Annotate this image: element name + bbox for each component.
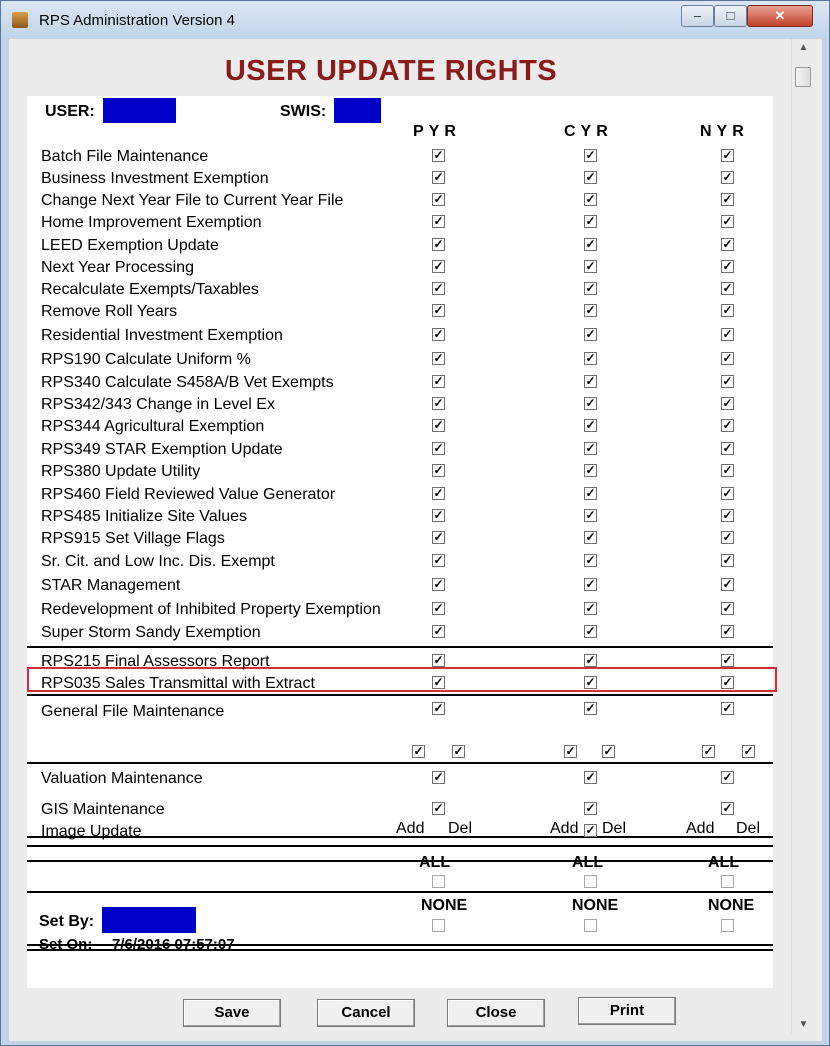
set-by-redaction [102, 907, 196, 933]
checkbox-all-pyr[interactable] [432, 875, 445, 888]
title-bar[interactable] [1, 1, 829, 39]
checkbox-nyr-home-improvement-exemption[interactable]: ✓ [722, 214, 733, 228]
checkbox-pyr-change-next-year-file-to-current-year-file[interactable]: ✓ [433, 192, 444, 206]
checkbox-del-cyr[interactable]: ✓ [603, 744, 614, 758]
rights-row-label: Batch File Maintenance [41, 148, 209, 165]
window-title: RPS Administration Version 4 [39, 12, 235, 29]
checkbox-nyr-general-file-maintenance[interactable]: ✓ [722, 701, 733, 715]
checkbox-cyr-rps915-set-village-flags[interactable]: ✓ [585, 530, 596, 544]
checkbox-nyr-rps915-set-village-flags[interactable]: ✓ [722, 530, 733, 544]
column-header-cyr: CYR [564, 123, 613, 140]
rights-row-label: RPS190 Calculate Uniform % [41, 351, 251, 368]
save-button[interactable]: Save [183, 999, 281, 1027]
checkbox-nyr-recalculate-exempts-taxables[interactable]: ✓ [722, 281, 733, 295]
checkbox-cyr-residential-investment-exemption[interactable]: ✓ [585, 327, 596, 341]
checkbox-nyr-business-investment-exemption[interactable]: ✓ [722, 170, 733, 184]
rights-row-rps485-initialize-site-values [27, 508, 773, 530]
section-divider [27, 646, 773, 648]
checkbox-nyr-gis-maintenance[interactable]: ✓ [722, 801, 733, 815]
del-label: Del [736, 820, 761, 837]
checkbox-nyr-rps460-field-reviewed-value-generator[interactable]: ✓ [722, 486, 733, 500]
checkbox-cyr-home-improvement-exemption[interactable]: ✓ [585, 214, 596, 228]
scroll-down-icon[interactable]: ▼ [798, 1019, 809, 1030]
checkbox-all-cyr[interactable] [584, 875, 597, 888]
cancel-button[interactable]: Cancel [317, 999, 415, 1027]
app-icon [12, 12, 28, 28]
rights-row-label: RPS460 Field Reviewed Value Generator [41, 486, 336, 503]
checkbox-pyr-sr-cit-and-low-inc-dis-exempt[interactable]: ✓ [433, 553, 444, 567]
checkbox-nyr-rps344-agricultural-exemption[interactable]: ✓ [722, 418, 733, 432]
all-label-pyr: ALL [419, 854, 451, 871]
checkbox-cyr-rps349-star-exemption-update[interactable]: ✓ [585, 441, 596, 455]
rights-row-label: Business Investment Exemption [41, 170, 269, 187]
swis-redaction [334, 98, 381, 123]
checkbox-cyr-star-management[interactable]: ✓ [585, 577, 596, 591]
rights-row-label: RPS215 Final Assessors Report [41, 653, 270, 670]
checkbox-add-nyr[interactable]: ✓ [703, 744, 714, 758]
checkbox-none-cyr[interactable] [584, 919, 597, 932]
set-on-label: Set On: [39, 936, 93, 953]
section-divider [27, 762, 773, 764]
checkbox-nyr-rps342-343-change-in-level-ex[interactable]: ✓ [722, 396, 733, 410]
checkbox-all-nyr[interactable] [721, 875, 734, 888]
checkbox-none-nyr[interactable] [721, 919, 734, 932]
rights-row-label: RPS340 Calculate S458A/B Vet Exempts [41, 374, 334, 391]
checkbox-pyr-rps349-star-exemption-update[interactable]: ✓ [433, 441, 444, 455]
close-button[interactable]: Close [447, 999, 545, 1027]
print-button[interactable]: Print [578, 997, 676, 1025]
rights-row-rps915-set-village-flags [27, 530, 773, 552]
rights-row-rps380-update-utility [27, 463, 773, 485]
section-divider [27, 860, 773, 862]
rights-row-sr-cit-and-low-inc-dis-exempt [27, 553, 773, 575]
rights-row-label: Super Storm Sandy Exemption [41, 624, 261, 641]
rights-row-rps344-agricultural-exemption [27, 418, 773, 440]
all-label-nyr: ALL [708, 854, 740, 871]
checkbox-nyr-rps485-initialize-site-values[interactable]: ✓ [722, 508, 733, 522]
checkbox-nyr-valuation-maintenance[interactable]: ✓ [722, 770, 733, 784]
user-redaction [103, 98, 176, 123]
rights-row-label: STAR Management [41, 577, 181, 594]
checkbox-cyr-leed-exemption-update[interactable]: ✓ [585, 237, 596, 251]
all-label-cyr: ALL [572, 854, 604, 871]
checkbox-pyr-rps340-calculate-s458a-b-vet-exempts[interactable]: ✓ [433, 374, 444, 388]
checkbox-cyr-rps380-update-utility[interactable]: ✓ [585, 463, 596, 477]
checkbox-nyr-rps035-sales-transmittal-with-extract[interactable]: ✓ [722, 675, 733, 689]
del-label: Del [448, 820, 473, 837]
rights-row-label: Residential Investment Exemption [41, 327, 283, 344]
checkbox-pyr-leed-exemption-update[interactable]: ✓ [433, 237, 444, 251]
del-label: Del [602, 820, 627, 837]
rights-row-star-management [27, 577, 773, 599]
rights-row-label: Remove Roll Years [41, 303, 178, 320]
rights-row-label: Home Improvement Exemption [41, 214, 262, 231]
checkbox-cyr-recalculate-exempts-taxables[interactable]: ✓ [585, 281, 596, 295]
checkbox-nyr-rps349-star-exemption-update[interactable]: ✓ [722, 441, 733, 455]
checkbox-cyr-rps485-initialize-site-values[interactable]: ✓ [585, 508, 596, 522]
checkbox-pyr-rps342-343-change-in-level-ex[interactable]: ✓ [433, 396, 444, 410]
checkbox-cyr-super-storm-sandy-exemption[interactable]: ✓ [585, 624, 596, 638]
checkbox-nyr-rps340-calculate-s458a-b-vet-exempts[interactable]: ✓ [722, 374, 733, 388]
checkbox-cyr-batch-file-maintenance[interactable]: ✓ [585, 148, 596, 162]
rights-panel [27, 96, 773, 988]
add-label: Add [550, 820, 579, 837]
user-label: USER: [45, 103, 95, 120]
minimize-button[interactable]: – [681, 5, 714, 27]
checkbox-pyr-recalculate-exempts-taxables[interactable]: ✓ [433, 281, 444, 295]
set-by-label: Set By: [39, 913, 95, 930]
rights-row-label: Redevelopment of Inhibited Property Exemption [41, 601, 381, 618]
checkbox-pyr-rps485-initialize-site-values[interactable]: ✓ [433, 508, 444, 522]
rights-row-rps460-field-reviewed-value-generator [27, 486, 773, 508]
checkbox-nyr-residential-investment-exemption[interactable]: ✓ [722, 327, 733, 341]
checkbox-pyr-gis-maintenance[interactable]: ✓ [433, 801, 444, 815]
checkbox-add-pyr[interactable]: ✓ [413, 744, 424, 758]
rights-row-label: Valuation Maintenance [41, 770, 203, 787]
rights-row-general-file-maintenance [27, 703, 773, 725]
checkbox-cyr-rps340-calculate-s458a-b-vet-exempts[interactable]: ✓ [585, 374, 596, 388]
checkbox-nyr-change-next-year-file-to-current-year-file[interactable]: ✓ [722, 192, 733, 206]
column-header-nyr: NYR [700, 123, 749, 140]
rights-row-label: Next Year Processing [41, 259, 194, 276]
rights-row-leed-exemption-update [27, 237, 773, 259]
checkbox-nyr-rps215-final-assessors-report[interactable]: ✓ [722, 653, 733, 667]
checkbox-cyr-rps342-343-change-in-level-ex[interactable]: ✓ [585, 396, 596, 410]
checkbox-cyr-redevelopment-of-inhibited-property-exemption[interactable]: ✓ [585, 601, 596, 615]
checkbox-pyr-rps915-set-village-flags[interactable]: ✓ [433, 530, 444, 544]
checkbox-nyr-star-management[interactable]: ✓ [722, 577, 733, 591]
add-label: Add [686, 820, 715, 837]
rights-row-residential-investment-exemption [27, 327, 773, 349]
rights-row-rps215-final-assessors-report [27, 653, 773, 675]
checkbox-del-nyr[interactable]: ✓ [743, 744, 754, 758]
rights-row-label: Image Update [41, 823, 142, 840]
rights-row-label: RPS485 Initialize Site Values [41, 508, 248, 525]
rights-row-next-year-processing [27, 259, 773, 281]
checkbox-cyr-next-year-processing[interactable]: ✓ [585, 259, 596, 273]
rights-row-label: General File Maintenance [41, 703, 225, 720]
close-window-button[interactable]: ✕ [747, 5, 813, 27]
checkbox-cyr-gis-maintenance[interactable]: ✓ [585, 801, 596, 815]
checkbox-nyr-remove-roll-years[interactable]: ✓ [722, 303, 733, 317]
checkbox-cyr-general-file-maintenance[interactable]: ✓ [585, 701, 596, 715]
checkbox-nyr-redevelopment-of-inhibited-property-exemption[interactable]: ✓ [722, 601, 733, 615]
checkbox-cyr-change-next-year-file-to-current-year-file[interactable]: ✓ [585, 192, 596, 206]
checkbox-add-cyr[interactable]: ✓ [565, 744, 576, 758]
none-label-nyr: NONE [708, 897, 755, 914]
checkbox-pyr-next-year-processing[interactable]: ✓ [433, 259, 444, 273]
checkbox-pyr-business-investment-exemption[interactable]: ✓ [433, 170, 444, 184]
checkbox-pyr-batch-file-maintenance[interactable]: ✓ [433, 148, 444, 162]
checkbox-cyr-rps035-sales-transmittal-with-extract[interactable]: ✓ [585, 675, 596, 689]
checkbox-cyr-rps190-calculate-uniform[interactable]: ✓ [585, 351, 596, 365]
rights-row-label: GIS Maintenance [41, 801, 165, 818]
rights-row-valuation-maintenance [27, 770, 773, 792]
checkbox-pyr-rps035-sales-transmittal-with-extract[interactable]: ✓ [433, 675, 444, 689]
checkbox-nyr-batch-file-maintenance[interactable]: ✓ [722, 148, 733, 162]
checkbox-nyr-next-year-processing[interactable]: ✓ [722, 259, 733, 273]
checkbox-pyr-star-management[interactable]: ✓ [433, 577, 444, 591]
rights-row-redevelopment-of-inhibited-property-exemption [27, 601, 773, 623]
rights-row-label: Recalculate Exempts/Taxables [41, 281, 259, 298]
checkbox-pyr-rps460-field-reviewed-value-generator[interactable]: ✓ [433, 486, 444, 500]
checkbox-pyr-rps190-calculate-uniform[interactable]: ✓ [433, 351, 444, 365]
checkbox-none-pyr[interactable] [432, 919, 445, 932]
set-on-value: 7/6/2016 07:57:07 [112, 936, 235, 953]
checkbox-cyr-rps215-final-assessors-report[interactable]: ✓ [585, 653, 596, 667]
checkbox-pyr-rps380-update-utility[interactable]: ✓ [433, 463, 444, 477]
rights-row-remove-roll-years [27, 303, 773, 325]
none-label-cyr: NONE [572, 897, 619, 914]
checkbox-pyr-rps215-final-assessors-report[interactable]: ✓ [433, 653, 444, 667]
checkbox-pyr-rps344-agricultural-exemption[interactable]: ✓ [433, 418, 444, 432]
checkbox-cyr-sr-cit-and-low-inc-dis-exempt[interactable]: ✓ [585, 553, 596, 567]
swis-label: SWIS: [280, 103, 327, 120]
rights-row-label: RPS349 STAR Exemption Update [41, 441, 283, 458]
checkbox-cyr-valuation-maintenance[interactable]: ✓ [585, 770, 596, 784]
add-label: Add [396, 820, 425, 837]
rights-row-label: RPS342/343 Change in Level Ex [41, 396, 275, 413]
checkbox-pyr-home-improvement-exemption[interactable]: ✓ [433, 214, 444, 228]
section-divider [27, 891, 773, 893]
checkbox-pyr-valuation-maintenance[interactable]: ✓ [433, 770, 444, 784]
scroll-thumb[interactable] [795, 67, 811, 87]
rights-row-label: RPS035 Sales Transmittal with Extract [41, 675, 315, 692]
maximize-button[interactable]: □ [714, 5, 747, 27]
checkbox-pyr-residential-investment-exemption[interactable]: ✓ [433, 327, 444, 341]
rights-row-rps342-343-change-in-level-ex [27, 396, 773, 418]
column-header-pyr: PYR [413, 123, 461, 140]
rights-row-image-update [27, 823, 773, 845]
section-divider [27, 845, 773, 847]
checkbox-nyr-rps190-calculate-uniform[interactable]: ✓ [722, 351, 733, 365]
rights-row-label: LEED Exemption Update [41, 237, 219, 254]
checkbox-nyr-super-storm-sandy-exemption[interactable]: ✓ [722, 624, 733, 638]
checkbox-pyr-redevelopment-of-inhibited-property-exemption[interactable]: ✓ [433, 601, 444, 615]
checkbox-pyr-general-file-maintenance[interactable]: ✓ [433, 701, 444, 715]
rights-row-label: RPS344 Agricultural Exemption [41, 418, 265, 435]
rights-row-change-next-year-file-to-current-year-file [27, 192, 773, 214]
rights-row-rps340-calculate-s458a-b-vet-exempts [27, 374, 773, 396]
form-title: USER UPDATE RIGHTS [224, 55, 558, 87]
vertical-scrollbar[interactable] [791, 39, 815, 1033]
checkbox-nyr-sr-cit-and-low-inc-dis-exempt[interactable]: ✓ [722, 553, 733, 567]
none-label-pyr: NONE [421, 897, 468, 914]
checkbox-del-pyr[interactable]: ✓ [453, 744, 464, 758]
checkbox-cyr-rps344-agricultural-exemption[interactable]: ✓ [585, 418, 596, 432]
scroll-up-icon[interactable]: ▲ [798, 42, 809, 53]
rights-row-home-improvement-exemption [27, 214, 773, 236]
rights-row-label: Sr. Cit. and Low Inc. Dis. Exempt [41, 553, 275, 570]
rights-row-label: Change Next Year File to Current Year File [41, 192, 344, 209]
rights-row-business-investment-exemption [27, 170, 773, 192]
rights-row-rps349-star-exemption-update [27, 441, 773, 463]
rights-row-super-storm-sandy-exemption [27, 624, 773, 646]
checkbox-cyr-rps460-field-reviewed-value-generator[interactable]: ✓ [585, 486, 596, 500]
checkbox-nyr-rps380-update-utility[interactable]: ✓ [722, 463, 733, 477]
rights-row-rps035-sales-transmittal-with-extract [27, 675, 773, 697]
rights-row-batch-file-maintenance [27, 148, 773, 170]
rights-row-label: RPS380 Update Utility [41, 463, 201, 480]
checkbox-pyr-remove-roll-years[interactable]: ✓ [433, 303, 444, 317]
checkbox-cyr-business-investment-exemption[interactable]: ✓ [585, 170, 596, 184]
checkbox-pyr-super-storm-sandy-exemption[interactable]: ✓ [433, 624, 444, 638]
checkbox-cyr-remove-roll-years[interactable]: ✓ [585, 303, 596, 317]
rights-row-rps190-calculate-uniform [27, 351, 773, 373]
checkbox-nyr-leed-exemption-update[interactable]: ✓ [722, 237, 733, 251]
rights-row-label: RPS915 Set Village Flags [41, 530, 225, 547]
rights-row-gis-maintenance [27, 801, 773, 823]
rights-row-recalculate-exempts-taxables [27, 281, 773, 303]
checkbox-cyr-image-update[interactable]: ✓ [585, 823, 596, 837]
